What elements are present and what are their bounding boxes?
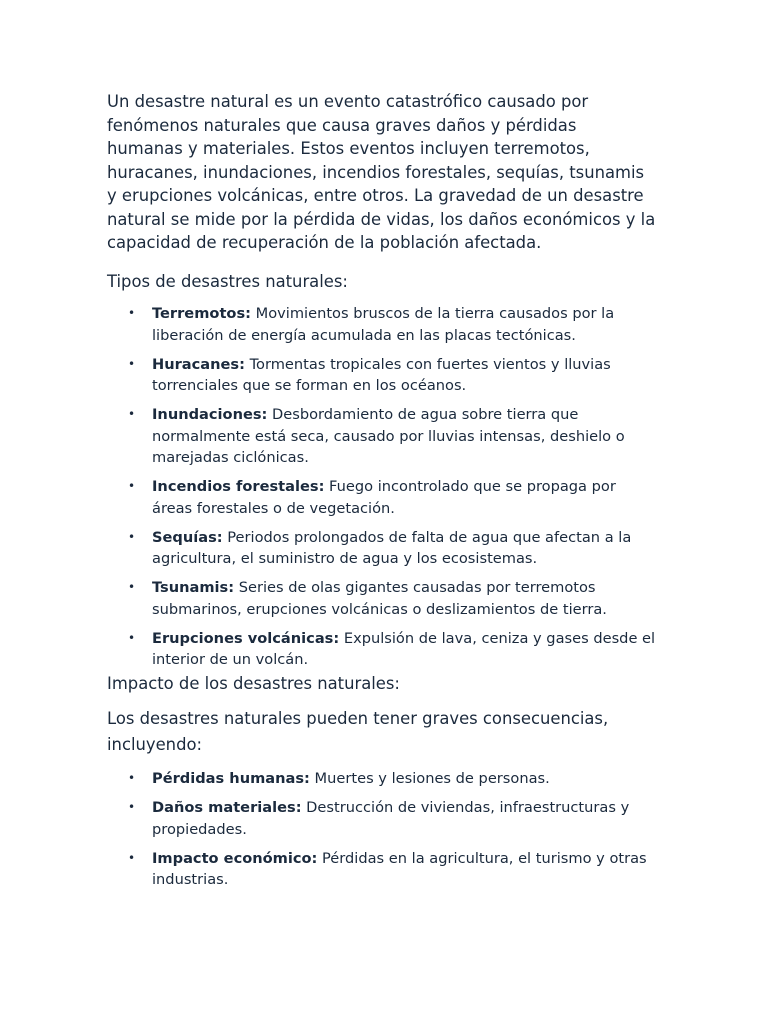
term-description: Series de olas gigantes causadas por terremotos submarinos, erupciones volcánicas o deslizamientos de tierra. [152,579,607,618]
list-item [107,848,657,891]
bullet-icon: • [128,479,136,493]
term-label: Huracanes: [152,355,245,373]
term-label: Terremotos: [152,305,251,322]
bullet-icon: • [128,356,136,371]
bullet-icon: • [128,580,136,594]
term-label: Incendios forestales: [152,478,325,495]
list-item [107,404,657,469]
impact-heading: Impacto de los desastres naturales: [107,673,400,693]
term-description: Pérdidas en la agricultura, el turismo y otras industrias. [152,849,647,888]
document-page [107,90,657,898]
bullet-icon: • [128,306,136,320]
impact-intro-paragraph: Los desastres naturales pueden tener graves consecuencias, incluyendo: [107,709,609,754]
bullet-icon: • [128,771,136,785]
term-label: Daños materiales: [152,799,302,816]
list-item [107,476,657,519]
list-item [107,577,657,620]
types-list [107,303,657,671]
bullet-icon: • [128,850,136,865]
term-label: Sequías: [152,528,223,546]
term-label: Pérdidas humanas: [152,770,310,787]
term-label: Tsunamis: [152,579,235,596]
term-label: Inundaciones: [152,406,268,423]
list-item [107,797,657,840]
list-item [107,303,657,346]
intro-paragraph: Un desastre natural es un evento catastrófico causado por fenómenos naturales que causa graves daños y pérdidas humanas y materiales. Estos eventos incluyen terremotos, huracanes, inundaciones, incendios forestales, sequías, tsunamis y erupciones volcánicas, entre otros. La gravedad de un desastre natural se mide por la pérdida de vidas, los daños económicos y la capacidad de recuperación de la población afectada. [107,92,656,252]
term-description: Expulsión de lava, ceniza y gases desde el interior de un volcán. [152,629,656,668]
bullet-icon: • [128,529,136,544]
term-description: Desbordamiento de agua sobre tierra que normalmente está seca, causado por lluvias intensas, deshielo o marejadas ciclónicas. [152,406,625,466]
term-label: Erupciones volcánicas: [152,629,340,647]
term-description: Muertes y lesiones de personas. [309,770,550,787]
bullet-icon: • [128,630,136,645]
bullet-icon: • [128,800,136,814]
impacts-list [107,768,657,891]
term-description: Fuego incontrolado que se propaga por áreas forestales o de vegetación. [152,478,616,517]
term-description: Tormentas tropicales con fuertes vientos y lluvias torrenciales que se forman en los océanos. [152,355,611,394]
list-item [107,527,657,570]
term-description: Movimientos bruscos de la tierra causados por la liberación de energía acumulada en las placas tectónicas. [152,305,615,344]
term-description: Destrucción de viviendas, infraestructuras y propiedades. [152,799,630,838]
list-item [107,768,657,790]
term-description: Periodos prolongados de falta de agua que afectan a la agricultura, el suministro de agua y los ecosistemas. [152,528,632,567]
list-item [107,354,657,397]
list-item [107,628,657,671]
term-label: Impacto económico: [152,849,318,867]
types-heading: Tipos de desastres naturales: [107,271,348,291]
bullet-icon: • [128,407,136,421]
